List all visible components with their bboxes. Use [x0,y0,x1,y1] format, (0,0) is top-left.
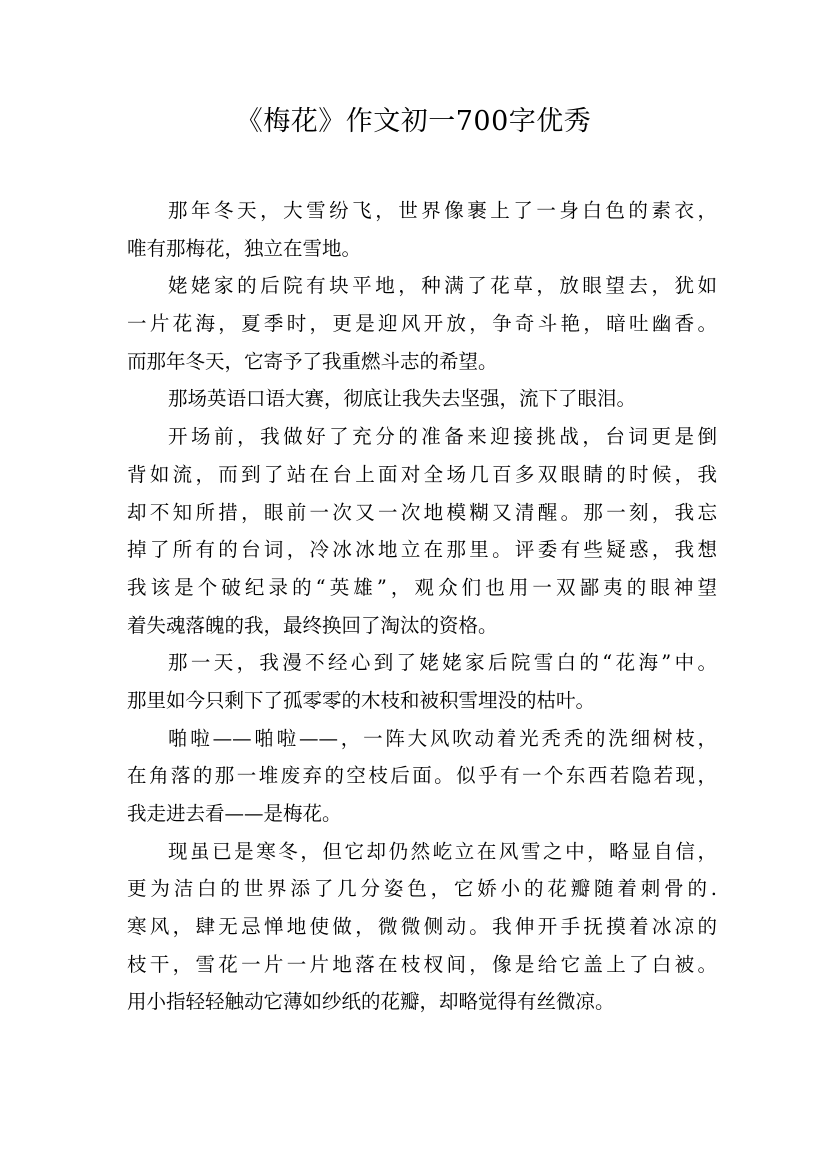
paragraph [127,271,717,384]
text-line: 在角落的那一堆废弃的空枝后面。似乎有一个东西若隐若现， [127,764,717,788]
text-line: 寒风，肆无忌惮地使做，微微侧动。我伸开手抚摸着冰凉的 [127,915,717,939]
text-line: 掉了所有的台词，冷冰冰地立在那里。评委有些疑惑，我想 [127,538,717,562]
paragraph [127,196,717,271]
text-line: 而那年冬天，它寄予了我重燃斗志的希望。 [127,349,498,373]
text-line: 那一天，我漫不经心到了姥姥家后院雪白的“花海”中。 [168,651,717,675]
text-line: 着失魂落魄的我，最终换回了淘汰的资格。 [127,613,498,637]
text-line: 我该是个破纪录的“英雄”，观众们也用一双鄙夷的眼神望 [127,575,717,599]
text-line: 现虽已是寒冬，但它却仍然屹立在风雪之中，略显自信， [168,839,717,863]
text-line: 却不知所措，眼前一次又一次地模糊又清醒。那一刻，我忘 [127,500,717,524]
document-body [127,196,717,1025]
text-line: 唯有那梅花，独立在雪地。 [127,236,362,260]
text-line: 那里如今只剩下了孤零零的木枝和被积雪埋没的枯叶。 [127,688,596,712]
text-line: 那场英语口语大赛，彻底让我失去坚强，流下了眼泪。 [168,387,637,411]
text-line: 用小指轻轻触动它薄如纱纸的花瓣，却略觉得有丝微凉。 [127,990,615,1014]
paragraph [127,384,717,422]
text-line: 一片花海，夏季时，更是迎风开放，争奇斗艳，暗吐幽香。 [127,312,717,336]
text-line: 背如流，而到了站在台上面对全场几百多双眼睛的时候，我 [127,462,717,486]
text-line: 姥姥家的后院有块平地，种满了花草，放眼望去，犹如 [168,274,717,298]
text-line: 我走进去看——是梅花。 [127,802,342,825]
text-line: 开场前，我做好了充分的准备来迎接挑战，台词更是倒 [168,425,717,449]
text-line: 啪啦——啪啦——，一阵大风吹动着光秃秃的洗细树枝， [168,726,717,750]
paragraph [127,422,717,648]
paragraph [127,648,717,723]
paragraph [127,837,717,1025]
paragraph [127,724,717,837]
document-title: 《梅花》作文初一700字优秀 [235,106,592,137]
text-line: 更为洁白的世界添了几分姿色，它娇小的花瓣随着刺骨的. [127,877,717,901]
text-line: 枝干，雪花一片一片地落在枝杈间，像是给它盖上了白被。 [127,952,717,976]
text-line: 那年冬天，大雪纷飞，世界像裹上了一身白色的素衣， [168,199,717,222]
